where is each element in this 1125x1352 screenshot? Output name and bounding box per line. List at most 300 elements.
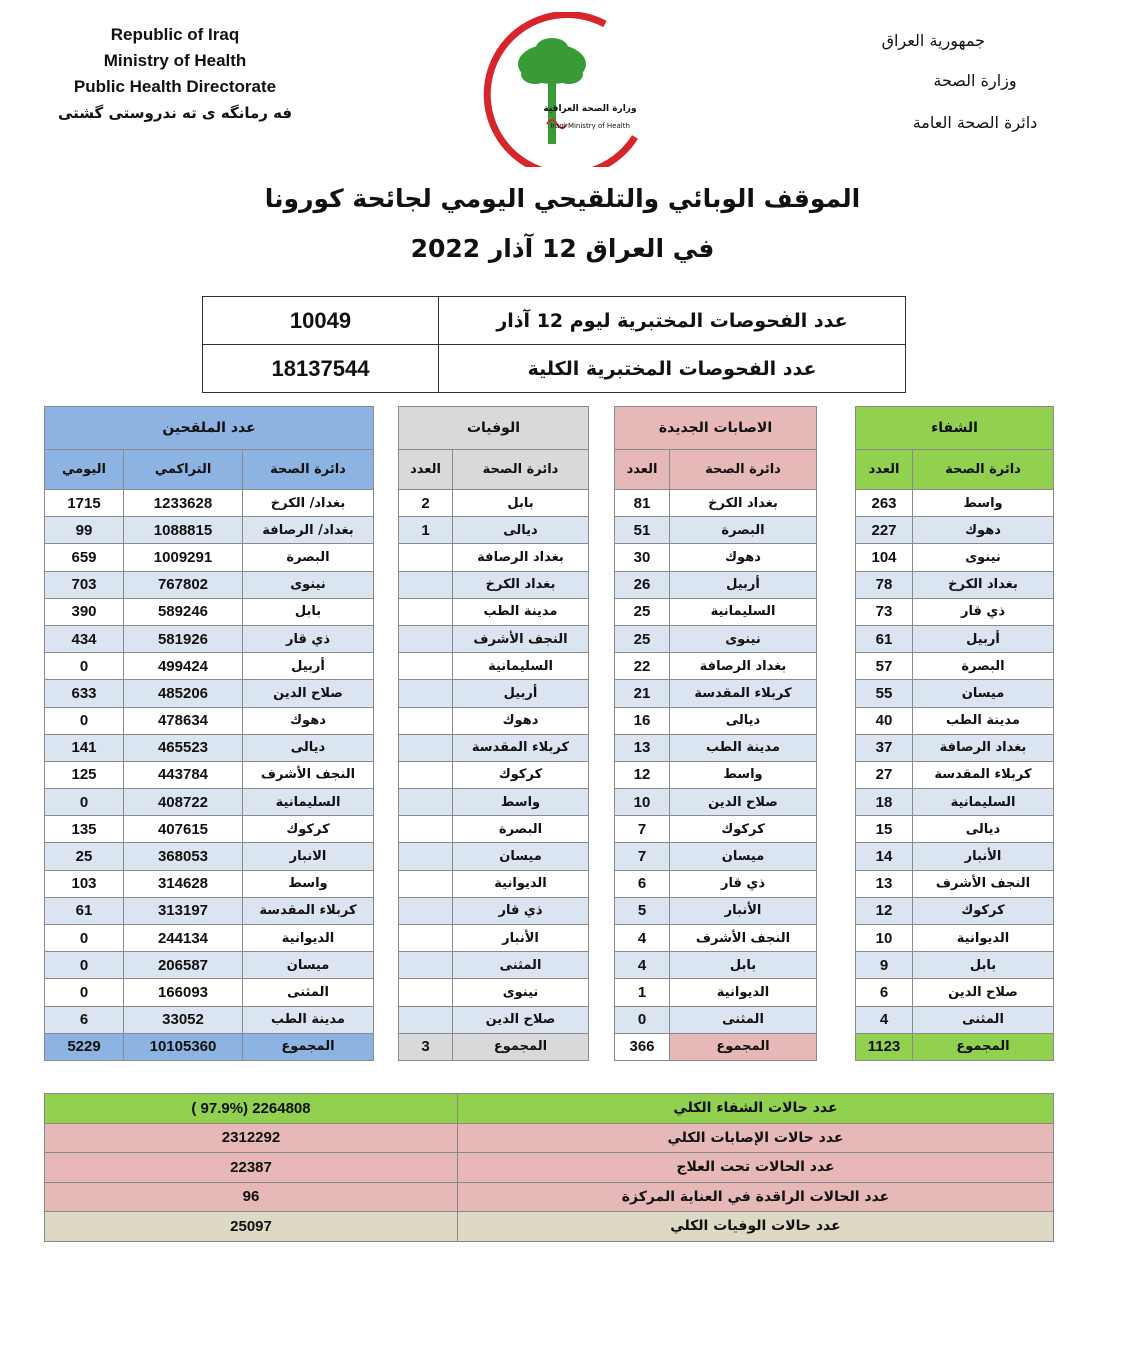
count-cell: 9 [856,952,913,979]
total-daily: 5229 [45,1033,124,1060]
department-cell: واسط [913,490,1054,517]
count-cell: 6 [856,979,913,1006]
col-count: العدد [615,450,670,490]
department-cell: مدينة الطب [243,1006,374,1033]
table-row [399,598,589,625]
department-cell: صلاح الدين [670,789,817,816]
daily-cell: 103 [45,870,124,897]
department-cell: بابل [243,598,374,625]
count-cell: 73 [856,598,913,625]
summary-label: عدد حالات الإصابات الكلي [458,1123,1054,1153]
table-row [615,870,817,897]
department-cell: الديوانية [670,979,817,1006]
department-cell: المثنى [670,1006,817,1033]
table-row [615,680,817,707]
table-row [45,544,374,571]
department-cell: نينوى [243,571,374,598]
count-cell: 40 [856,707,913,734]
cumulative-cell: 767802 [124,571,243,598]
header-arabic [825,28,1125,138]
total-value: 3 [399,1033,453,1060]
cumulative-cell: 407615 [124,816,243,843]
table-row [615,761,817,788]
count-cell [399,571,453,598]
vaccinated-table [44,406,374,1061]
count-cell: 15 [856,816,913,843]
department-cell: ميسان [453,843,589,870]
count-cell: 51 [615,517,670,544]
lab-label: عدد الفحوصات المختبرية ليوم 12 آذار [439,297,906,345]
header-ar-line: جمهورية العراق [881,31,985,50]
count-cell [399,897,453,924]
table-row [615,598,817,625]
table-row [615,843,817,870]
department-cell: ذي قار [913,598,1054,625]
count-cell: 78 [856,571,913,598]
count-cell [399,789,453,816]
department-cell: أربيل [243,653,374,680]
cumulative-cell: 206587 [124,952,243,979]
department-cell: كركوك [243,816,374,843]
daily-cell: 135 [45,816,124,843]
table-row [615,925,817,952]
daily-cell: 703 [45,571,124,598]
department-cell: السليمانية [243,789,374,816]
department-cell: بابل [453,490,589,517]
table-row [399,653,589,680]
cumulative-cell: 244134 [124,925,243,952]
table-row [856,653,1054,680]
table-row [45,707,374,734]
department-cell: مدينة الطب [670,734,817,761]
table-row [856,925,1054,952]
count-cell: 10 [856,925,913,952]
summary-value: 2312292 [45,1123,458,1153]
table-row [615,952,817,979]
count-cell: 4 [856,1006,913,1033]
department-cell: أربيل [453,680,589,707]
count-cell: 263 [856,490,913,517]
table-row [399,1006,589,1033]
department-cell: بغداد الكرخ [913,571,1054,598]
table-row [399,897,589,924]
department-cell: النجف الأشرف [913,870,1054,897]
department-cell: نينوى [453,979,589,1006]
summary-row [45,1212,1054,1242]
header-en-line: Public Health Directorate [73,77,277,96]
table-row [399,544,589,571]
department-cell: كربلاء المقدسة [453,734,589,761]
daily-cell: 0 [45,653,124,680]
department-cell: البصرة [670,517,817,544]
count-cell [399,598,453,625]
count-cell: 61 [856,625,913,652]
cumulative-cell: 499424 [124,653,243,680]
count-cell [399,843,453,870]
summary-row [45,1123,1054,1153]
count-cell: 18 [856,789,913,816]
count-cell: 1 [615,979,670,1006]
department-cell: بغداد/ الرصافة [243,517,374,544]
count-cell: 7 [615,816,670,843]
table-row [399,517,589,544]
daily-cell: 434 [45,625,124,652]
department-cell: بغداد الكرخ [453,571,589,598]
cumulative-cell: 313197 [124,897,243,924]
count-cell: 16 [615,707,670,734]
daily-cell: 0 [45,789,124,816]
total-value: 1123 [856,1033,913,1060]
count-cell: 1 [399,517,453,544]
deaths-title: الوفيات [399,407,589,450]
table-row [856,870,1054,897]
department-cell: أربيل [670,571,817,598]
count-cell: 25 [615,625,670,652]
table-row [615,789,817,816]
department-cell: ذي قار [670,870,817,897]
count-cell [399,680,453,707]
table-row [399,789,589,816]
daily-cell: 99 [45,517,124,544]
department-cell: بغداد الرصافة [913,734,1054,761]
table-row [615,490,817,517]
department-cell: ديالى [670,707,817,734]
table-row [45,598,374,625]
summary-label: عدد حالات الوفيات الكلي [458,1212,1054,1242]
total-label: المجموع [670,1033,817,1060]
department-cell: نينوى [670,625,817,652]
department-cell: دهوك [243,707,374,734]
table-row [45,979,374,1006]
count-cell: 0 [615,1006,670,1033]
cumulative-cell: 581926 [124,625,243,652]
table-row [45,789,374,816]
new-cases-table [614,406,817,1061]
daily-cell: 390 [45,598,124,625]
department-cell: كركوك [913,897,1054,924]
table-row [45,1006,374,1033]
ministry-logo [455,12,675,167]
daily-cell: 659 [45,544,124,571]
count-cell: 27 [856,761,913,788]
table-row [856,1006,1054,1033]
table-row [615,625,817,652]
table-row [45,517,374,544]
department-cell: بغداد الرصافة [670,653,817,680]
table-row [856,789,1054,816]
department-cell: مدينة الطب [913,707,1054,734]
department-cell: بابل [913,952,1054,979]
table-row [856,517,1054,544]
count-cell [399,625,453,652]
department-cell: الديوانية [913,925,1054,952]
department-cell: ذي قار [453,897,589,924]
table-row [856,897,1054,924]
count-cell: 22 [615,653,670,680]
col-cumulative: التراكمي [124,450,243,490]
count-cell [399,707,453,734]
department-cell: الانبار [243,843,374,870]
table-row [45,490,374,517]
daily-cell: 633 [45,680,124,707]
total-label: المجموع [913,1033,1054,1060]
department-cell: النجف الأشرف [453,625,589,652]
department-cell: واسط [670,761,817,788]
table-row [615,1006,817,1033]
table-row [399,925,589,952]
lab-row [203,345,906,393]
department-cell: ديالى [913,816,1054,843]
count-cell: 4 [615,925,670,952]
count-cell [399,870,453,897]
logo-subtext: Iraqi Ministry of Health [550,122,630,130]
cumulative-cell: 465523 [124,734,243,761]
table-row [399,952,589,979]
department-cell: واسط [453,789,589,816]
department-cell: دهوك [670,544,817,571]
total-label: المجموع [453,1033,589,1060]
cumulative-cell: 485206 [124,680,243,707]
count-cell: 30 [615,544,670,571]
table-row [399,734,589,761]
count-cell [399,653,453,680]
table-row [856,490,1054,517]
count-cell: 14 [856,843,913,870]
table-row [856,544,1054,571]
count-cell: 26 [615,571,670,598]
cumulative-cell: 33052 [124,1006,243,1033]
department-cell: المثنى [913,1006,1054,1033]
daily-cell: 25 [45,843,124,870]
department-cell: الديوانية [243,925,374,952]
summary-value: 96 [45,1182,458,1212]
table-row [856,625,1054,652]
header-ar-line: دائرة الصحة العامة [912,113,1038,132]
count-cell: 12 [615,761,670,788]
table-row [45,571,374,598]
daily-cell: 6 [45,1006,124,1033]
col-daily: اليومي [45,450,124,490]
table-row [45,925,374,952]
count-cell: 104 [856,544,913,571]
table-row [399,843,589,870]
lab-value: 18137544 [203,345,439,393]
logo-text: وزارة الصحة العراقية [543,104,637,114]
table-row [615,707,817,734]
department-cell: دهوك [453,707,589,734]
count-cell: 55 [856,680,913,707]
col-department: دائرة الصحة [913,450,1054,490]
count-cell [399,544,453,571]
count-cell: 37 [856,734,913,761]
department-cell: صلاح الدين [913,979,1054,1006]
count-cell: 57 [856,653,913,680]
count-cell: 13 [615,734,670,761]
department-cell: أربيل [913,625,1054,652]
table-row [856,761,1054,788]
count-cell [399,816,453,843]
department-cell: ميسان [670,843,817,870]
lab-value: 10049 [203,297,439,345]
header-english [0,22,350,126]
department-cell: مدينة الطب [453,598,589,625]
table-row [45,653,374,680]
department-cell: البصرة [453,816,589,843]
summary-row [45,1153,1054,1183]
department-cell: النجف الأشرف [243,761,374,788]
cumulative-cell: 589246 [124,598,243,625]
col-count: العدد [856,450,913,490]
table-row [615,897,817,924]
department-cell: كركوك [670,816,817,843]
cumulative-cell: 368053 [124,843,243,870]
count-cell: 4 [615,952,670,979]
department-cell: السليمانية [670,598,817,625]
table-row [856,571,1054,598]
recovery-title: الشفاء [856,407,1054,450]
department-cell: واسط [243,870,374,897]
department-cell: صلاح الدين [243,680,374,707]
table-row [856,843,1054,870]
department-cell: البصرة [243,544,374,571]
department-cell: بابل [670,952,817,979]
table-row [399,761,589,788]
cumulative-cell: 314628 [124,870,243,897]
cumulative-cell: 1009291 [124,544,243,571]
recovery-table [855,406,1054,1061]
vaccinated-title: عدد الملقحين [45,407,374,450]
count-cell: 5 [615,897,670,924]
table-row [856,734,1054,761]
col-department: دائرة الصحة [670,450,817,490]
daily-cell: 0 [45,979,124,1006]
table-row [399,979,589,1006]
deaths-table [398,406,589,1061]
department-cell: بغداد الرصافة [453,544,589,571]
count-cell: 227 [856,517,913,544]
daily-cell: 141 [45,734,124,761]
department-cell: الأنبار [453,925,589,952]
count-cell [399,734,453,761]
cumulative-cell: 1088815 [124,517,243,544]
table-row [615,979,817,1006]
header-ar-line: وزارة الصحة [933,71,1017,90]
department-cell: الأنبار [913,843,1054,870]
summary-table [44,1093,1054,1242]
summary-label: عدد الحالات الراقدة في العناية المركزة [458,1182,1054,1212]
department-cell: السليمانية [913,789,1054,816]
header-en-line: Republic of Iraq [110,25,240,44]
summary-row [45,1182,1054,1212]
table-row [615,816,817,843]
table-row [45,761,374,788]
table-row [615,571,817,598]
department-cell: كربلاء المقدسة [913,761,1054,788]
department-cell: النجف الأشرف [670,925,817,952]
count-cell [399,979,453,1006]
table-row [856,952,1054,979]
department-cell: الأنبار [670,897,817,924]
count-cell: 12 [856,897,913,924]
summary-label: عدد حالات الشفاء الكلي [458,1094,1054,1124]
table-row [45,734,374,761]
department-cell: المثنى [243,979,374,1006]
cumulative-cell: 443784 [124,761,243,788]
summary-row [45,1094,1054,1124]
department-cell: كربلاء المقدسة [243,897,374,924]
department-cell: بغداد الكرخ [670,490,817,517]
department-cell: ذي قار [243,625,374,652]
table-row [45,870,374,897]
daily-cell: 0 [45,707,124,734]
daily-cell: 0 [45,952,124,979]
department-cell: البصرة [913,653,1054,680]
table-row [615,653,817,680]
lab-row [203,297,906,345]
department-cell: الديوانية [453,870,589,897]
cumulative-cell: 478634 [124,707,243,734]
table-row [45,843,374,870]
count-cell [399,1006,453,1033]
total-value: 366 [615,1033,670,1060]
col-count: العدد [399,450,453,490]
count-cell: 21 [615,680,670,707]
summary-value: ( 97.9%) 2264808 [45,1094,458,1124]
table-row [399,625,589,652]
table-row [399,816,589,843]
department-cell: بغداد/ الكرخ [243,490,374,517]
department-cell: دهوك [913,517,1054,544]
count-cell: 6 [615,870,670,897]
header-en-line: Ministry of Health [103,51,247,70]
summary-label: عدد الحالات تحت العلاج [458,1153,1054,1183]
daily-cell: 125 [45,761,124,788]
department-cell: ميسان [243,952,374,979]
header-en-line: فه رمانگه ى ته ندروستى گشتى [57,104,293,122]
count-cell [399,925,453,952]
department-cell: ديالى [453,517,589,544]
page-title: الموقف الوبائي والتلقيحي اليومي لجائحة كورونا [264,184,861,213]
table-row [45,952,374,979]
count-cell [399,761,453,788]
summary-value: 22387 [45,1153,458,1183]
table-row [45,680,374,707]
daily-cell: 61 [45,897,124,924]
table-row [615,734,817,761]
department-cell: صلاح الدين [453,1006,589,1033]
department-cell: كركوك [453,761,589,788]
department-cell: السليمانية [453,653,589,680]
daily-cell: 1715 [45,490,124,517]
table-row [45,897,374,924]
cumulative-cell: 408722 [124,789,243,816]
department-cell: كربلاء المقدسة [670,680,817,707]
table-row [856,816,1054,843]
count-cell: 81 [615,490,670,517]
table-row [615,517,817,544]
table-row [856,979,1054,1006]
table-row [856,707,1054,734]
cumulative-cell: 166093 [124,979,243,1006]
total-cumulative: 10105360 [124,1033,243,1060]
cases-title: الاصابات الجديدة [615,407,817,450]
table-row [399,680,589,707]
lab-label: عدد الفحوصات المختبرية الكلية [439,345,906,393]
table-row [399,870,589,897]
department-cell: ميسان [913,680,1054,707]
table-row [399,707,589,734]
count-cell: 10 [615,789,670,816]
